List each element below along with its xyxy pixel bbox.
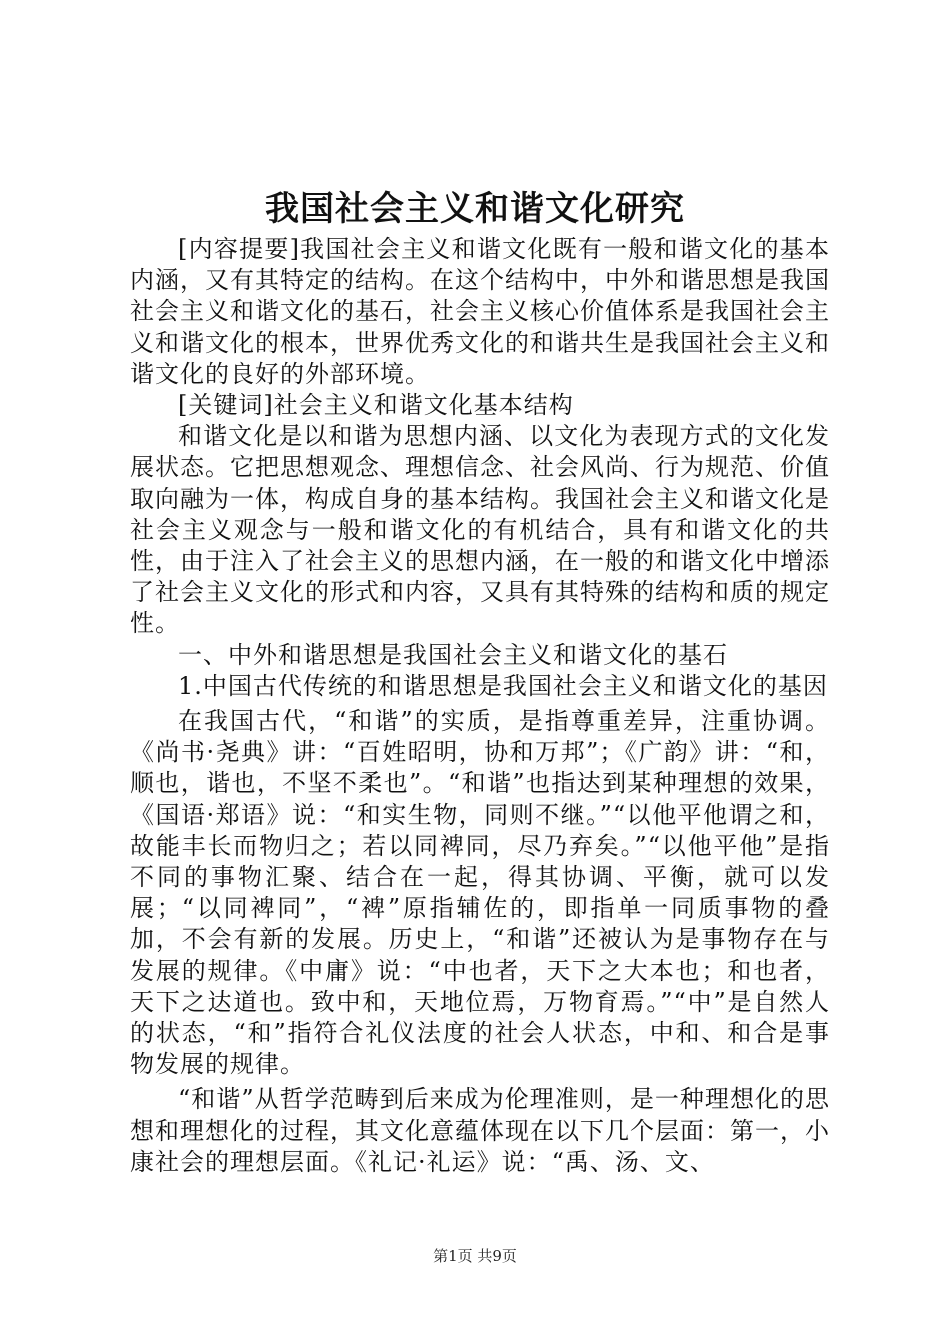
document-body (130, 234, 830, 1178)
document-title: 我国社会主义和谐文化研究 (265, 189, 685, 229)
body-paragraph: “和谐”从哲学范畴到后来成为伦理准则，是一种理想化的思想和理想化的过程，其文化意蕴体现在以下几个层面：第一，小康社会的理想层面。《礼记·礼运》说：“禹、汤、文、 (130, 1085, 830, 1176)
section-heading: 一、中外和谐思想是我国社会主义和谐文化的基石 (178, 640, 728, 669)
abstract-paragraph: [内容提要]我国社会主义和谐文化既有一般和谐文化的基本内涵，又有其特定的结构。在这个结构中，中外和谐思想是我国社会主义和谐文化的基石，社会主义核心价值体系是我国社会主义和谐文化的根本，世界优秀文化的和谐共生是我国社会主义和谐文化的良好的外部环境。 (130, 235, 830, 388)
intro-paragraph: 和谐文化是以和谐为思想内涵、以文化为表现方式的文化发展状态。它把思想观念、理想信念、社会风尚、行为规范、价值取向融为一体，构成自身的基本结构。我国社会主义和谐文化是社会主义观念与一般和谐文化的有机结合，具有和谐文化的共性，由于注入了社会主义的思想内涵，在一般的和谐文化中增添了社会主义文化的形式和内容，又具有其特殊的结构和质的规定性。 (130, 422, 830, 638)
keywords-paragraph: [关键词]社会主义和谐文化基本结构 (178, 391, 574, 420)
page-footer: 第1页 共9页 (433, 1247, 517, 1265)
body-paragraph: 在我国古代，“和谐”的实质，是指尊重差异，注重协调。《尚书·尧典》讲：“百姓昭明，协和万邦”；《广韵》讲：“和，顺也，谐也，不坚不柔也”。“和谐”也指达到某种理想的效果，《国语·郑语》说：“和实生物，同则不继。”“以他平他谓之和，故能丰长而物归之；若以同裨同，尽乃弃矣。”“以他平他”是指不同的事物汇聚、结合在一起，得其协调、平衡，就可以发展；“以同裨同”，“裨”原指辅佐的，即指单一同质事物的叠加，不会有新的发展。历史上，“和谐”还被认为是事物存在与发展的规律。《中庸》说：“中也者，天下之大本也；和也者，天下之达道也。致中和，天地位焉，万物育焉。”“中”是自然人的状态，“和”指符合礼仪法度的社会人状态，中和、和合是事物发展的规律。 (130, 707, 830, 1079)
subsection-heading: 1.中国古代传统的和谐思想是我国社会主义和谐文化的基因 (178, 671, 828, 700)
